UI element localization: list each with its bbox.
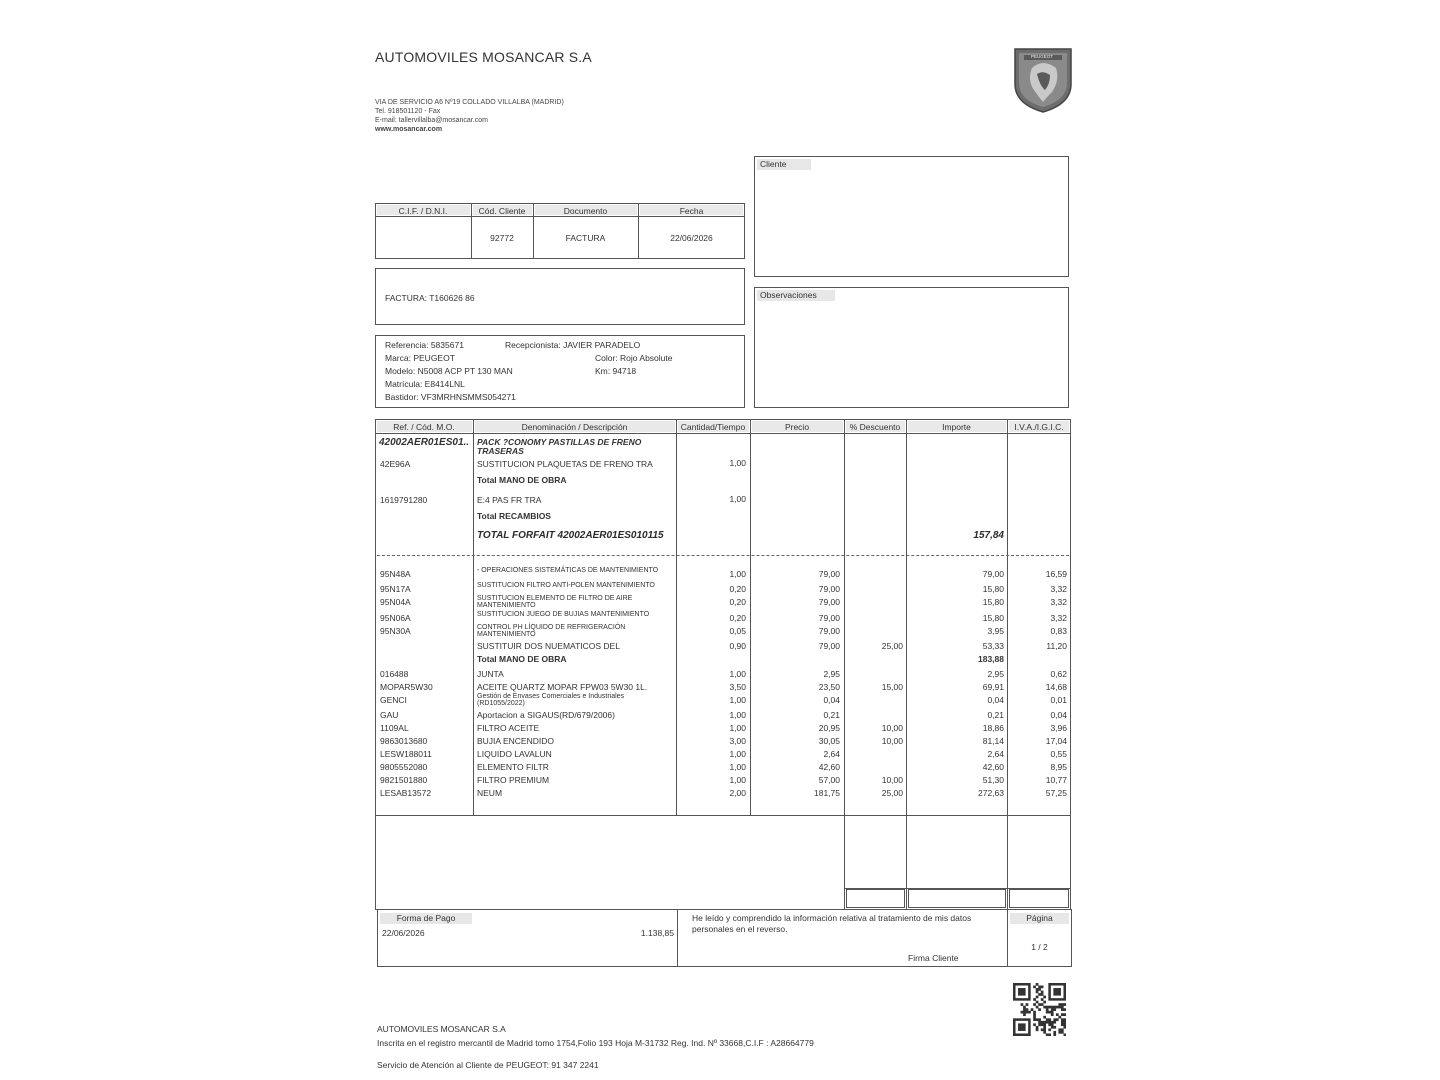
value-documento: FACTURA — [565, 233, 606, 243]
vehicle-color: Color: Rojo Absolute — [595, 353, 673, 363]
parts-row-qty: 1,00 — [729, 669, 746, 679]
parts-row-price: 2,95 — [823, 669, 840, 679]
legal-servicio: Servicio de Atención al Cliente de PEUGEOT: 91 347 2241 — [377, 1060, 599, 1070]
pack-total-recambios: Total RECAMBIOS — [477, 511, 551, 521]
parts-row-desc: FILTRO PREMIUM — [477, 775, 550, 785]
parts-row-qty: 1,00 — [729, 775, 746, 785]
section-divider — [377, 555, 1069, 556]
parts-row-price: 0,04 — [823, 695, 840, 705]
labor-row-vat: 16,59 — [1045, 569, 1067, 579]
labor-row-qty: 0,20 — [729, 584, 746, 594]
cliente-box — [754, 156, 1069, 277]
parts-row-desc: FILTRO ACEITE — [477, 723, 540, 733]
parts-row-ref: 016488 — [380, 669, 409, 679]
firma-cliente: Firma Cliente — [908, 953, 959, 963]
parts-row-amount: 69,91 — [982, 682, 1004, 692]
header-cod-cliente: Cód. Cliente — [478, 206, 526, 216]
labor-row-price: 79,00 — [818, 613, 840, 623]
value-cod-cliente: 92772 — [490, 233, 514, 243]
parts-row-amount: 0,21 — [987, 710, 1004, 720]
header-cif: C.I.F. / D.N.I. — [398, 206, 448, 216]
labor-row-desc: - OPERACIONES SISTEMÁTICAS DE MANTENIMIENTO — [477, 567, 659, 574]
labor-row-amount: 79,00 — [982, 569, 1004, 579]
labor-row-amount: 3,95 — [987, 626, 1004, 636]
vehicle-bastidor: Bastidor: VF3MRHNSMMS054271 — [385, 392, 516, 402]
labor-row-ref: 95N06A — [380, 613, 411, 623]
parts-row-price: 0,21 — [823, 710, 840, 720]
header-documento: Documento — [563, 206, 608, 216]
parts-row-qty: 3,00 — [729, 736, 746, 746]
parts-row-price: 42,60 — [818, 762, 840, 772]
labor-row-price: 79,00 — [818, 626, 840, 636]
vehicle-marca: Marca: PEUGEOT — [385, 353, 455, 363]
parts-row-ref: 1109AL — [380, 723, 409, 733]
parts-row-amount: 18,86 — [982, 723, 1004, 733]
qr-code-icon — [1013, 983, 1066, 1036]
labor-row-qty: 1,00 — [729, 569, 746, 579]
col-importe: Importe — [942, 422, 971, 432]
labor-row-qty: 0,05 — [729, 626, 746, 636]
pagina-label: Página — [1010, 913, 1069, 924]
pack-total-forfait-value: 157,84 — [973, 530, 1004, 541]
parts-row-amount: 2,95 — [987, 669, 1004, 679]
cliente-label: Cliente — [757, 159, 811, 170]
aviso-datos: He leído y comprendido la información relativa al tratamiento de mis datos — [692, 913, 972, 923]
parts-row-price: 181,75 — [814, 788, 840, 798]
parts-row-desc: BUJIA ENCENDIDO — [477, 736, 554, 746]
parts-row-price: 20,95 — [818, 723, 840, 733]
labor-row-vat: 11,20 — [1046, 641, 1067, 651]
parts-row-desc: Aportacion a SIGAUS(RD/679/2006) — [477, 710, 615, 720]
company-web: www.mosancar.com — [375, 126, 443, 133]
parts-row-ref: LESW188011 — [380, 749, 432, 759]
parts-row-amount: 42,60 — [982, 762, 1004, 772]
parts-row-vat: 10,77 — [1045, 775, 1067, 785]
legal-registro: Inscrita en el registro mercantil de Madrid tomo 1754,Folio 193 Hoja M-31732 Reg. Ind. Nº 33668,C.I.F : A28664779 — [377, 1038, 814, 1048]
labor-row-desc: SUSTITUCION FILTRO ANTI-POLEN MANTENIMIENTO — [477, 582, 655, 589]
parts-row-vat: 57,25 — [1045, 788, 1067, 798]
pack-total-mo: Total MANO DE OBRA — [477, 475, 567, 485]
labor-row-qty: 0,20 — [729, 597, 746, 607]
observaciones-label: Observaciones — [757, 290, 835, 301]
parts-row-price: 23,50 — [818, 682, 840, 692]
parts-row-ref: GAU — [380, 710, 399, 720]
labor-row-amount: 15,80 — [982, 597, 1004, 607]
parts-row-vat: 17,04 — [1045, 736, 1067, 746]
vehicle-referencia: Referencia: 5835671 — [385, 340, 464, 350]
parts-row-amount: 51,30 — [982, 775, 1004, 785]
parts-row-price: 2,64 — [823, 749, 840, 759]
labor-row-ref: 95N04A — [380, 597, 411, 607]
factura-number: FACTURA: T160626 86 — [385, 293, 475, 303]
parts-row-desc: JUNTA — [477, 669, 504, 679]
parts-row-desc: NEUM — [477, 788, 503, 798]
parts-row-desc: ELEMENTO FILTR — [477, 762, 549, 772]
labor-row-desc: SUSTITUCION ELEMENTO DE FILTRO DE AIRE — [477, 595, 633, 602]
items-table — [375, 419, 1071, 910]
header-fecha: Fecha — [679, 206, 704, 216]
pack-line1-qty: 1,00 — [729, 458, 746, 468]
pago-importe: 1.138,85 — [640, 928, 674, 938]
col-descuento: % Descuento — [849, 422, 901, 432]
parts-row-ref: 9805552080 — [380, 762, 428, 772]
peugeot-logo-icon — [1012, 46, 1074, 114]
col-ref: Ref. / Cód. M.O. — [393, 422, 455, 432]
parts-row-qty: 1,00 — [729, 695, 746, 705]
parts-row-ref: MOPAR5W30 — [380, 682, 433, 692]
parts-row-qty: 1,00 — [729, 723, 746, 733]
labor-row-amount: 15,80 — [982, 584, 1004, 594]
observaciones-box — [754, 287, 1069, 408]
legal-company: AUTOMOVILES MOSANCAR S.A — [377, 1024, 506, 1034]
parts-row-ref: 9821501880 — [380, 775, 428, 785]
vehicle-modelo: Modelo: N5008 ACP PT 130 MAN — [385, 366, 513, 376]
labor-row-desc-2: MANTENIMIENTO — [477, 631, 536, 638]
labor-row-vat: 3,32 — [1050, 613, 1067, 623]
pack-ref: 42002AER01ES01.. — [379, 437, 470, 448]
parts-row-desc-2: (RD1055/2022) — [477, 700, 525, 707]
parts-row-desc: LIQUIDO LAVALUN — [477, 749, 552, 759]
col-iva: I.V.A./I.G.I.C. — [1014, 422, 1064, 432]
parts-row-desc: Gestión de Envases Comerciales e Industriales — [477, 693, 625, 700]
parts-row-amount: 2,64 — [987, 749, 1004, 759]
parts-row-vat: 3,96 — [1050, 723, 1067, 733]
parts-row-vat: 0,01 — [1050, 695, 1067, 705]
parts-row-vat: 0,62 — [1050, 669, 1067, 679]
labor-row-price: 79,00 — [818, 597, 840, 607]
parts-row-vat: 14,68 — [1045, 682, 1067, 692]
company-email: E-mail: tallervillalba@mosancar.com — [375, 117, 488, 124]
parts-row-discount: 10,00 — [881, 723, 903, 733]
labor-row-qty: 0,20 — [729, 613, 746, 623]
labor-total-value: 183,88 — [978, 654, 1004, 664]
labor-total-label: Total MANO DE OBRA — [477, 654, 567, 664]
parts-row-qty: 3,50 — [729, 682, 746, 692]
pack-desc: PACK ?CONOMY PASTILLAS DE FRENO — [477, 437, 642, 447]
labor-row-amount: 15,80 — [982, 613, 1004, 623]
parts-row-desc: ACEITE QUARTZ MOPAR FPW03 5W30 1L. — [477, 682, 648, 692]
parts-row-discount: 15,00 — [881, 682, 903, 692]
col-cantidad: Cantidad/Tiempo — [680, 422, 746, 432]
labor-row-vat: 3,32 — [1050, 597, 1067, 607]
parts-row-amount: 81,14 — [982, 736, 1004, 746]
labor-row-ref: 95N30A — [380, 626, 411, 636]
pagina-number: 1 / 2 — [1031, 942, 1048, 952]
parts-row-amount: 0,04 — [987, 695, 1004, 705]
vehicle-km: Km: 94718 — [595, 366, 637, 376]
parts-row-discount: 10,00 — [881, 775, 903, 785]
pack-line2-ref: 1619791280 — [380, 495, 428, 505]
labor-row-desc: SUSTITUIR DOS NUEMATICOS DEL — [477, 641, 620, 651]
labor-row-amount: 53,33 — [982, 641, 1004, 651]
parts-row-vat: 0,04 — [1050, 710, 1067, 720]
labor-row-desc: CONTROL PH LÍQUIDO DE REFRIGERACIÓN — [477, 624, 626, 631]
labor-row-price: 79,00 — [818, 641, 840, 651]
pack-line1-ref: 42E96A — [380, 459, 411, 469]
labor-row-vat: 0,83 — [1050, 626, 1067, 636]
labor-row-discount: 25,00 — [881, 641, 903, 651]
parts-row-amount: 272,63 — [978, 788, 1004, 798]
labor-row-price: 79,00 — [818, 569, 840, 579]
labor-row-vat: 3,32 — [1050, 584, 1067, 594]
labor-row-desc-2: MANTENIMIENTO — [477, 602, 536, 609]
pack-line2-qty: 1,00 — [729, 494, 746, 504]
aviso-datos-2: personales en el reverso. — [692, 924, 788, 934]
pack-line2-desc: E:4 PAS FR TRA — [477, 495, 542, 505]
col-descripcion: Denominación / Descripción — [521, 422, 628, 432]
company-name: AUTOMOVILES MOSANCAR S.A — [375, 49, 592, 65]
parts-row-vat: 0,55 — [1050, 749, 1067, 759]
vehicle-recepcionista: Recepcionista: JAVIER PARADELO — [505, 340, 641, 350]
parts-row-qty: 1,00 — [729, 762, 746, 772]
vehicle-matricula: Matrícula: E8414LNL — [385, 379, 465, 389]
parts-row-ref: GENCI — [380, 695, 407, 705]
forma-pago-label: Forma de Pago — [380, 913, 472, 924]
company-address: VIA DE SERVICIO A6 Nº19 COLLADO VILLALBA (MADRID) — [375, 99, 564, 106]
parts-row-qty: 2,00 — [729, 788, 746, 798]
labor-row-desc: SUSTITUCION JUEGO DE BUJIAS MANTENIMIENTO — [477, 611, 650, 618]
parts-row-price: 57,00 — [818, 775, 840, 785]
pack-desc-2: TRASERAS — [477, 446, 524, 456]
labor-row-qty: 0,90 — [729, 641, 746, 651]
parts-row-ref: 9863013680 — [380, 736, 428, 746]
pack-total-forfait: TOTAL FORFAIT 42002AER01ES010115 — [477, 530, 664, 541]
col-precio: Precio — [784, 422, 810, 432]
parts-row-qty: 1,00 — [729, 749, 746, 759]
parts-row-ref: LESAB13572 — [380, 788, 432, 798]
labor-row-ref: 95N48A — [380, 569, 411, 579]
parts-row-vat: 8,95 — [1050, 762, 1067, 772]
parts-row-price: 30,05 — [818, 736, 840, 746]
logo-text: PEUGEOT — [1031, 54, 1054, 59]
pago-fecha: 22/06/2026 — [382, 928, 425, 938]
labor-row-ref: 95N17A — [380, 584, 411, 594]
parts-row-discount: 10,00 — [881, 736, 903, 746]
pack-line1-desc: SUSTITUCION PLAQUETAS DE FRENO TRA — [477, 459, 653, 469]
labor-row-price: 79,00 — [818, 584, 840, 594]
company-phone: Tel. 918501120 - Fax — [375, 108, 441, 115]
parts-row-qty: 1,00 — [729, 710, 746, 720]
parts-row-discount: 25,00 — [881, 788, 903, 798]
value-fecha: 22/06/2026 — [670, 233, 713, 243]
